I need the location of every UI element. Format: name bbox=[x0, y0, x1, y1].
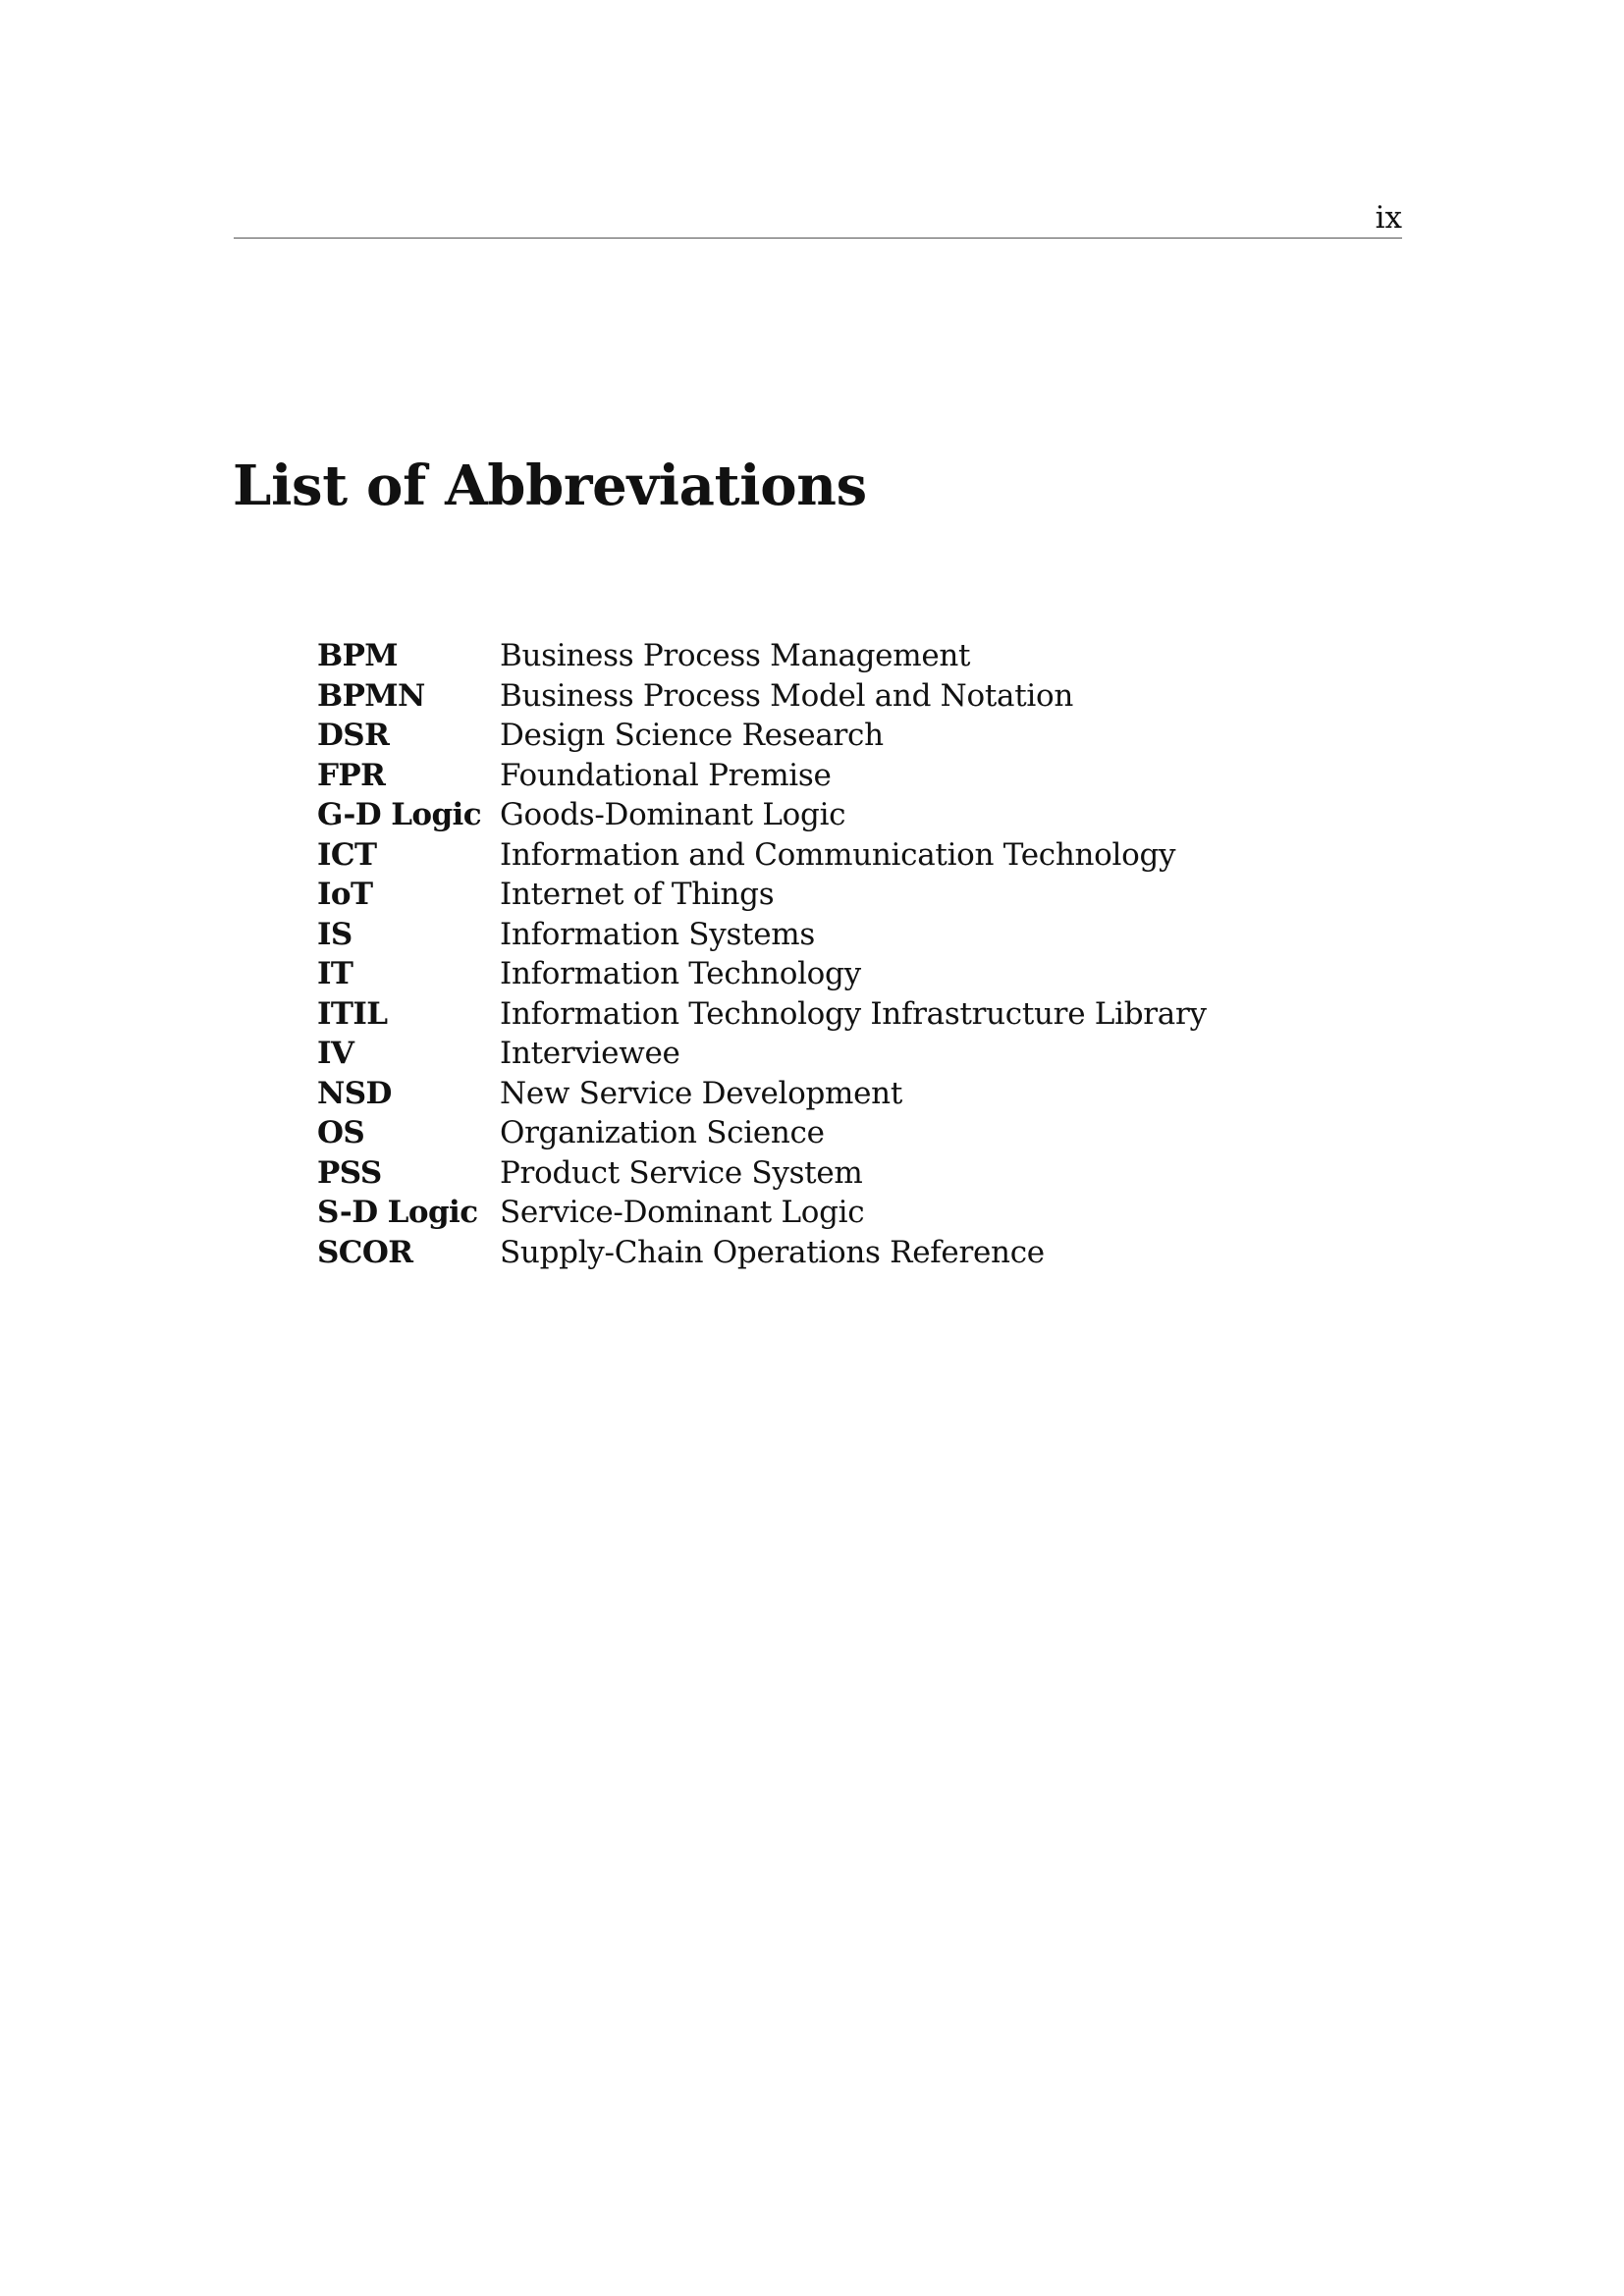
abbreviation-term: IV bbox=[317, 1036, 354, 1072]
abbreviation-definition: Service-Dominant Logic bbox=[500, 1195, 865, 1231]
abbreviation-row bbox=[317, 875, 1207, 915]
abbreviation-term: DSR bbox=[317, 718, 390, 754]
abbreviation-term: ITIL bbox=[317, 995, 388, 1032]
abbreviation-row bbox=[317, 954, 1207, 994]
abbreviation-definition: Organization Science bbox=[500, 1115, 825, 1151]
abbreviation-definition: Interviewee bbox=[500, 1036, 680, 1072]
abbreviation-definition: Internet of Things bbox=[500, 877, 775, 913]
abbreviation-row bbox=[317, 915, 1207, 955]
abbreviation-term: NSD bbox=[317, 1075, 392, 1111]
abbreviation-term: IS bbox=[317, 916, 352, 952]
abbreviation-definition: Information Technology Infrastructure Library bbox=[500, 995, 1207, 1032]
abbreviation-term: BPM bbox=[317, 638, 399, 674]
abbreviation-definition: Product Service System bbox=[500, 1154, 863, 1191]
abbreviation-row bbox=[317, 835, 1207, 876]
abbreviation-term: OS bbox=[317, 1115, 365, 1151]
abbreviation-row bbox=[317, 756, 1207, 796]
abbreviation-row bbox=[317, 676, 1207, 717]
abbreviation-row bbox=[317, 1193, 1207, 1233]
abbreviation-term: ICT bbox=[317, 836, 377, 873]
abbreviation-row bbox=[317, 1074, 1207, 1114]
page-header bbox=[234, 192, 1402, 239]
abbreviation-row bbox=[317, 1153, 1207, 1194]
abbreviation-definition: Information and Communication Technology bbox=[500, 836, 1176, 873]
abbreviation-definition: New Service Development bbox=[500, 1075, 902, 1111]
page-number: ix bbox=[1375, 200, 1402, 236]
abbreviation-definition: Design Science Research bbox=[500, 718, 884, 754]
abbreviation-definition: Information Technology bbox=[500, 956, 861, 992]
abbreviation-term: FPR bbox=[317, 757, 386, 793]
page-title: List of Abbreviations bbox=[233, 454, 867, 518]
abbreviation-term: IoT bbox=[317, 877, 373, 913]
abbreviation-definition: Business Process Management bbox=[500, 638, 971, 674]
abbreviation-row bbox=[317, 716, 1207, 756]
abbreviation-term: S-D Logic bbox=[317, 1195, 478, 1231]
abbreviation-term: G-D Logic bbox=[317, 797, 481, 833]
abbreviation-definition: Supply-Chain Operations Reference bbox=[500, 1234, 1045, 1270]
abbreviation-row bbox=[317, 1113, 1207, 1153]
abbreviation-definition: Information Systems bbox=[500, 916, 815, 952]
abbreviation-term: SCOR bbox=[317, 1234, 413, 1270]
abbreviation-term: IT bbox=[317, 956, 353, 992]
abbreviation-row bbox=[317, 636, 1207, 676]
abbreviation-row bbox=[317, 795, 1207, 835]
abbreviation-term: PSS bbox=[317, 1154, 382, 1191]
abbreviation-term: BPMN bbox=[317, 677, 425, 714]
abbreviation-definition: Business Process Model and Notation bbox=[500, 677, 1074, 714]
abbreviation-definition: Goods-Dominant Logic bbox=[500, 797, 846, 833]
abbreviation-row bbox=[317, 1233, 1207, 1273]
abbreviation-definition: Foundational Premise bbox=[500, 757, 832, 793]
abbreviation-row bbox=[317, 1034, 1207, 1074]
abbreviation-row bbox=[317, 994, 1207, 1035]
abbreviation-list bbox=[317, 636, 1207, 1272]
